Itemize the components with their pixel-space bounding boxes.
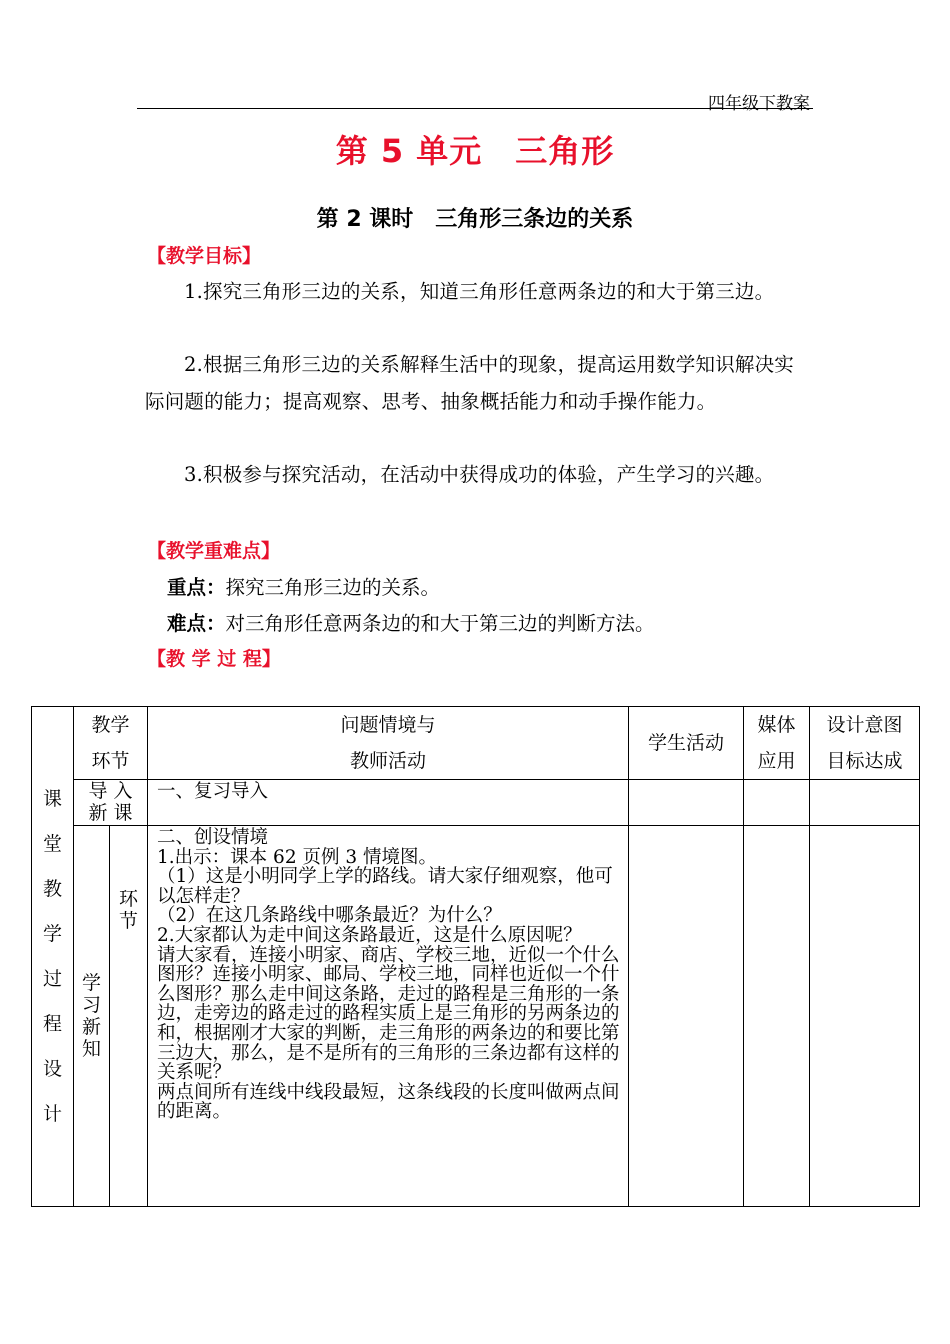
objective-item-2: 2.根据三角形三边的关系解释生活中的现象，提高运用数学知识解决实际问题的能力；提高观察、思考、抽象概括能力和动手操作能力。 (145, 353, 795, 413)
side-label-char: 学 (42, 922, 62, 945)
stage-intro (74, 780, 148, 826)
difficult-point (167, 608, 655, 636)
side-label-char: 堂 (42, 832, 62, 855)
lesson-title: 第 2 课时 三角形三条边的关系 (316, 207, 634, 232)
stage-sub-char: 节 (119, 910, 139, 932)
header-design-line: 设计意图 (826, 714, 903, 736)
stage-learn-char: 习 (81, 994, 101, 1016)
content-line: 两点间所有连线中线段最短，这条线段的长度叫做两点间的距离。 (157, 1081, 620, 1123)
objective-item-3: 3.积极参与探究活动，在活动中获得成功的体验，产生学习的兴趣。 (184, 463, 775, 486)
content-line: 请大家看，连接小明家、商店、学校三地，近似一个什么图形？连接小明家、邮局、学校三地，同样也近似一个什么图形？那么走中间这条路，走过的路程是三角形的一条边，走旁边的路走过的路程实质上是三角形的另两条边的和，根据刚才大家的判断，走三角形的两条边的和要比第三边大，那么，是不是所有的三角形的三条边都有这样的关系呢？ (157, 944, 620, 1084)
header-design (810, 707, 920, 780)
process-heading: 【教 学 过 程】 (147, 648, 281, 670)
key-points-heading: 【教学重难点】 (147, 540, 281, 562)
unit-title: 第 5 单元 三角形 (335, 132, 615, 170)
table-header-row (32, 707, 920, 780)
side-label-char: 计 (42, 1102, 62, 1125)
header-design-line: 目标达成 (826, 750, 903, 772)
header-rule (137, 108, 813, 109)
stage-intro-line: 导 入 (88, 780, 133, 802)
design-cell (810, 826, 920, 1207)
stage-learn-sub (110, 826, 148, 1207)
stage-learn-char: 知 (81, 1038, 101, 1060)
header-stage-line: 教学 (91, 714, 130, 736)
content-line: 一、复习导入 (157, 781, 269, 802)
side-label-char: 过 (42, 967, 62, 990)
content-intro (148, 780, 629, 826)
side-label-cell (32, 707, 74, 1207)
stage-learn-char: 学 (81, 972, 101, 994)
header-student: 学生活动 (629, 707, 744, 780)
student-cell (629, 826, 744, 1207)
header-media-line: 应用 (757, 750, 796, 772)
objective-item-1: 1.探究三角形三边的关系，知道三角形任意两条边的和大于第三边。 (184, 280, 775, 303)
stage-learn-main (74, 826, 110, 1207)
key-point-label: 重点： (167, 576, 226, 599)
header-media (744, 707, 810, 780)
key-point (167, 572, 440, 600)
process-table (31, 706, 920, 1207)
difficult-point-text: 对三角形任意两条边的和大于第三边的判断方法。 (225, 612, 655, 635)
stage-intro-line: 新 课 (88, 802, 133, 824)
side-label-char: 教 (42, 877, 62, 900)
content-line: （2）在这几条路线中哪条最近？为什么？ (157, 905, 502, 927)
media-cell (744, 780, 810, 826)
content-learn (148, 826, 629, 1207)
content-line: 1.出示：课本 62 页例 3 情境图。 (157, 846, 438, 868)
content-line: 二、创设情境 (157, 827, 269, 848)
content-line: （1）这是小明同学上学的路线。请大家仔细观察，他可以怎样走？ (157, 866, 613, 907)
side-label-char: 设 (42, 1057, 62, 1080)
key-point-text: 探究三角形三边的关系。 (225, 576, 441, 599)
media-cell (744, 826, 810, 1207)
side-label-char: 程 (42, 1012, 62, 1035)
header-stage-line: 环节 (91, 750, 130, 772)
stage-sub-char: 环 (119, 888, 139, 910)
difficult-point-label: 难点： (167, 612, 226, 635)
objectives-heading: 【教学目标】 (147, 245, 262, 267)
content-line: 2.大家都认为走中间这条路最近，这是什么原因呢？ (157, 924, 582, 946)
stage-learn-char: 新 (81, 1016, 101, 1038)
header-teacher-line: 教师活动 (350, 750, 427, 772)
table-row (32, 780, 920, 826)
header-teacher-line: 问题情境与 (340, 714, 436, 736)
design-cell (810, 780, 920, 826)
header-stage (74, 707, 148, 780)
student-cell (629, 780, 744, 826)
side-label-char: 课 (42, 787, 62, 810)
table-row (32, 826, 920, 1207)
header-teacher (148, 707, 629, 780)
header-text: 四年级下教案 (708, 94, 810, 114)
header-media-line: 媒体 (757, 714, 796, 736)
